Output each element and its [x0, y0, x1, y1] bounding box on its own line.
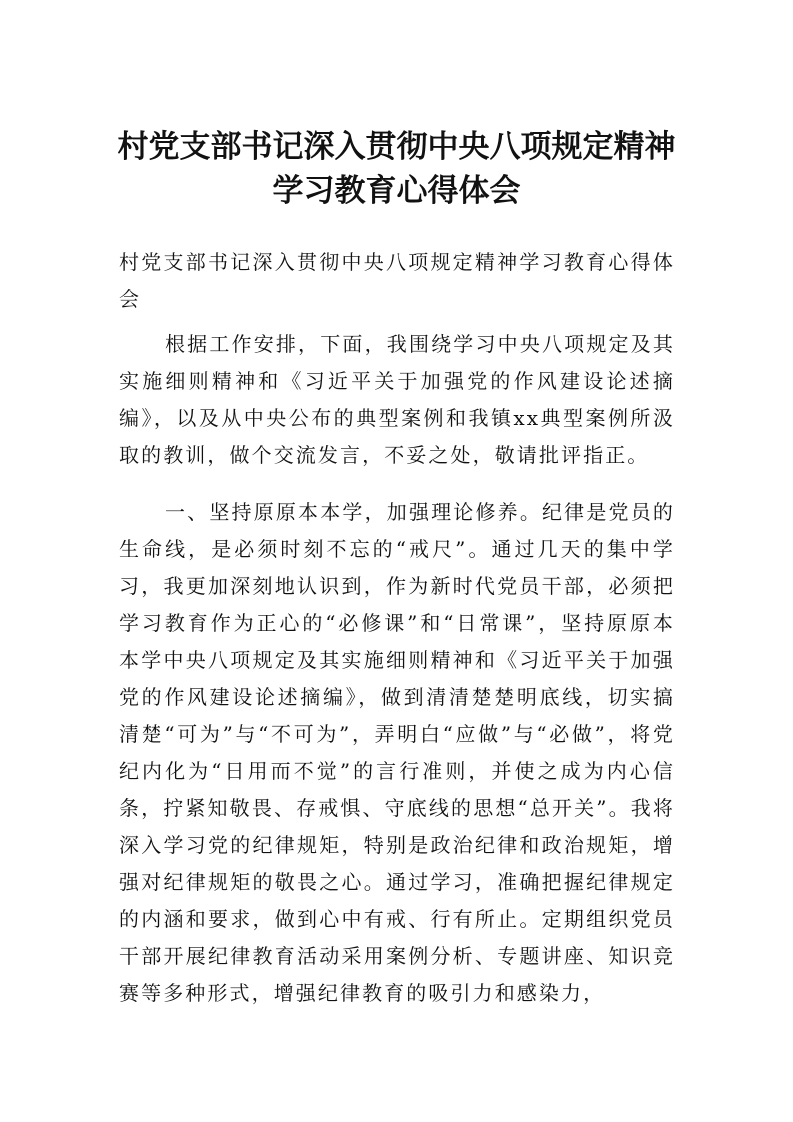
document-title-line-1: 村党支部书记深入贯彻中央八项规定精神: [117, 129, 676, 165]
document-title-line-2: 学习教育心得体会: [272, 173, 521, 209]
paragraph-section-1: 一、坚持原原本本学，加强理论修养。纪律是党员的生命线，是必须时刻不忘的“戒尺”。通过几天的集中学习，我更加深刻地认识到，作为新时代党员干部，必须把学习教育作为正心的“必修课”和“日常课”，坚持原原本本学中央八项规定及其实施细则精神和《习近平关于加强党的作风建设论述摘编》，做到清清楚楚明底线，切实搞清楚“可为”与“不可为”，弄明白“应做”与“必做”，将党纪内化为“日用而不觉”的言行准则，并使之成为内心信条，拧紧知敬畏、存戒惧、守底线的思想“总开关”。我将深入学习党的纪律规矩，特别是政治纪律和政治规矩，增强对纪律规矩的敬畏之心。通过学习，准确把握纪律规定的内涵和要求，做到心中有戒、行有所止。定期组织党员干部开展纪律教育活动采用案例分析、专题讲座、知识竞赛等多种形式，增强纪律教育的吸引力和感染力，: [119, 500, 675, 1005]
document-subtitle: 村党支部书记深入贯彻中央八项规定精神学习教育心得体会: [119, 250, 675, 311]
paragraph-intro: 根据工作安排，下面，我围绕学习中央八项规定及其实施细则精神和《习近平关于加强党的作风建设论述摘编》，以及从中央公布的典型案例和我镇xx典型案例所汲取的教训，做个交流发言，不妥之处，敬请批评指正。: [119, 332, 675, 467]
